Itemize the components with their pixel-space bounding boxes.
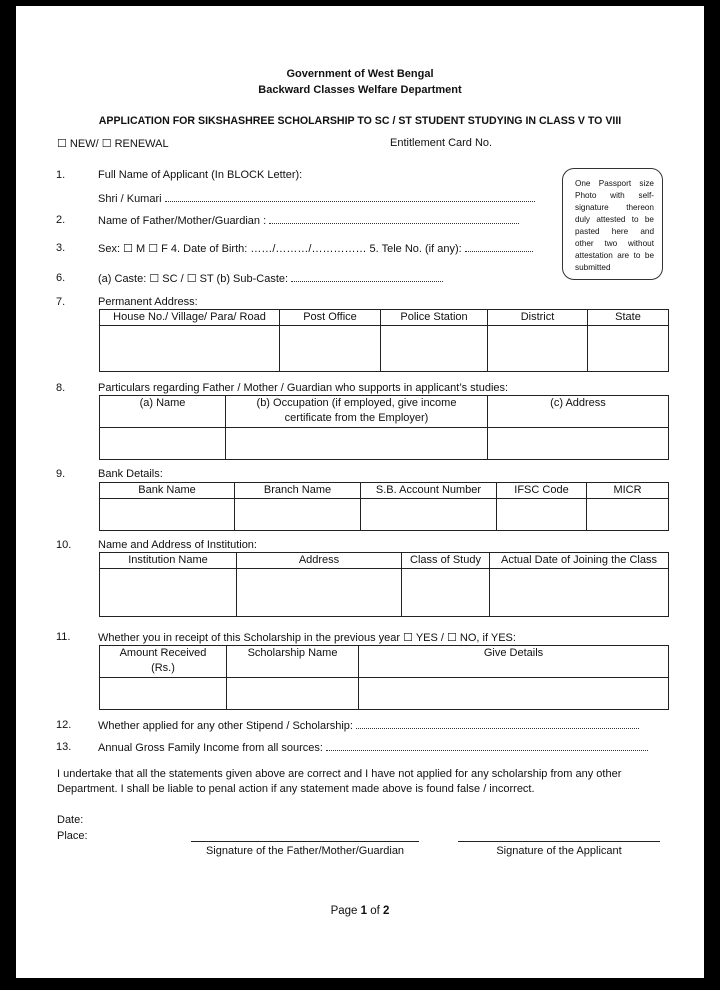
form-title: APPLICATION FOR SIKSHASHREE SCHOLARSHIP TO SC / ST STUDENT STUDYING IN CLASS V TO VIII [98,115,622,127]
bank-cell-bank-name[interactable] [100,499,235,531]
page-current: 1 [360,905,368,917]
caste-label: (a) Caste: ☐ SC / ☐ ST (b) Sub-Caste: [98,273,289,285]
form-page [16,6,704,978]
address-cell-state[interactable] [588,326,669,372]
shri-kumari-label: Shri / Kumari [98,193,162,205]
family-income-line [326,741,648,751]
other-stipend-label: Whether applied for any other Stipend / Scholarship: [98,720,353,732]
page-of: of [367,905,384,917]
address-col-state: State [588,310,669,326]
item-number-12: 12. [56,719,72,731]
institution-col-class: Class of Study [402,553,490,569]
scholarship-table [99,645,669,710]
sex-dob-phone-label: Sex: ☐ M ☐ F 4. Date of Birth: ……/………/…………… 5. Tele No. (if any): [98,243,462,255]
guardian-particulars-label: Particulars regarding Father / Mother / Guardian who supports in applicant’s studies: [98,382,509,394]
institution-cell-name[interactable] [100,569,237,617]
phone-line [465,242,533,252]
permanent-address-label: Permanent Address: [98,296,198,308]
caste-field[interactable] [98,272,443,285]
address-col-police-station: Police Station [381,310,488,326]
item-number-9: 9. [56,468,66,480]
scholarship-col-name: Scholarship Name [227,646,359,678]
passport-photo-box: One Passport size Photo with self-signature thereon duly attested to be pasted here and other two without attestation are to be submitted [562,168,663,280]
institution-label: Name and Address of Institution: [98,539,257,551]
page-total: 2 [383,905,390,917]
guardian-cell-occupation[interactable] [226,428,488,460]
bank-col-bank-name: Bank Name [100,483,235,499]
bank-cell-account-number[interactable] [361,499,497,531]
bank-col-ifsc: IFSC Code [497,483,587,499]
institution-table [99,552,669,617]
sub-caste-line [291,272,443,282]
guardian-cell-address[interactable] [488,428,669,460]
scholarship-cell-details[interactable] [359,678,669,710]
page-prefix: Page [330,905,361,917]
family-income-label: Annual Gross Family Income from all sources: [98,742,323,754]
address-cell-police-station[interactable] [381,326,488,372]
bank-details-label: Bank Details: [98,468,163,480]
guardian-name-label: Name of Father/Mother/Guardian : [98,215,267,227]
scholarship-cell-name[interactable] [227,678,359,710]
item-number-7: 7. [56,296,66,308]
item-number-13: 13. [56,741,72,753]
bank-cell-ifsc[interactable] [497,499,587,531]
dept-heading: Backward Classes Welfare Department [258,84,462,96]
bank-col-account-number: S.B. Account Number [361,483,497,499]
address-table [99,309,669,372]
sex-dob-phone-field[interactable] [98,242,533,255]
bank-col-micr: MICR [587,483,669,499]
guardian-col-occupation: (b) Occupation (if employed, give income certificate from the Employer) [226,396,488,428]
other-stipend-field[interactable] [98,719,639,732]
guardian-col-name: (a) Name [100,396,226,428]
guardian-signature-line[interactable] [191,841,419,842]
item-number-6: 6. [56,272,66,284]
guardian-table [99,395,669,460]
item-number-10: 10. [56,539,72,551]
scholarship-cell-amount[interactable] [100,678,227,710]
address-col-post-office: Post Office [280,310,381,326]
institution-col-address: Address [237,553,402,569]
declaration-line-2: Department. I shall be liable to penal action if any statement made above is found false / incorrect. [57,783,535,795]
scholarship-col-amount: Amount Received (Rs.) [100,646,227,678]
applicant-name-field[interactable] [98,192,535,205]
address-col-district: District [488,310,588,326]
guardian-col-address: (c) Address [488,396,669,428]
address-col-house: House No./ Village/ Para/ Road [100,310,280,326]
entitlement-card-label: Entitlement Card No. [390,137,493,149]
institution-col-joining-date: Actual Date of Joining the Class [490,553,669,569]
new-renewal-checkboxes[interactable]: ☐ NEW/ ☐ RENEWAL [57,138,169,150]
institution-cell-joining-date[interactable] [490,569,669,617]
address-cell-district[interactable] [488,326,588,372]
institution-cell-address[interactable] [237,569,402,617]
other-stipend-line [356,719,639,729]
place-label: Place: [57,830,88,842]
bank-cell-micr[interactable] [587,499,669,531]
applicant-name-label: Full Name of Applicant (In BLOCK Letter): [98,169,303,181]
item-number-1: 1. [56,169,66,181]
guardian-name-line [269,214,519,224]
guardian-name-field[interactable] [98,214,519,227]
bank-col-branch-name: Branch Name [235,483,361,499]
item-number-2: 2. [56,214,66,226]
page-number [16,905,704,917]
previous-scholarship-question[interactable]: Whether you in receipt of this Scholarship in the previous year ☐ YES / ☐ NO, if YES: [98,632,516,644]
bank-table [99,482,669,531]
applicant-signature-line[interactable] [458,841,660,842]
guardian-cell-name[interactable] [100,428,226,460]
applicant-signature-label: Signature of the Applicant [496,845,622,857]
scholarship-col-details: Give Details [359,646,669,678]
date-label: Date: [57,814,84,826]
item-number-8: 8. [56,382,66,394]
address-cell-post-office[interactable] [280,326,381,372]
address-cell-house[interactable] [100,326,280,372]
bank-cell-branch-name[interactable] [235,499,361,531]
item-number-11: 11. [56,631,71,643]
institution-col-name: Institution Name [100,553,237,569]
family-income-field[interactable] [98,741,648,754]
institution-cell-class[interactable] [402,569,490,617]
item-number-3: 3. [56,242,66,254]
govt-heading: Government of West Bengal [286,68,434,80]
declaration-line-1: I undertake that all the statements given above are correct and I have not applied for any scholarship from any other [57,768,622,780]
applicant-name-line [165,192,535,202]
guardian-signature-label: Signature of the Father/Mother/Guardian [205,845,405,857]
